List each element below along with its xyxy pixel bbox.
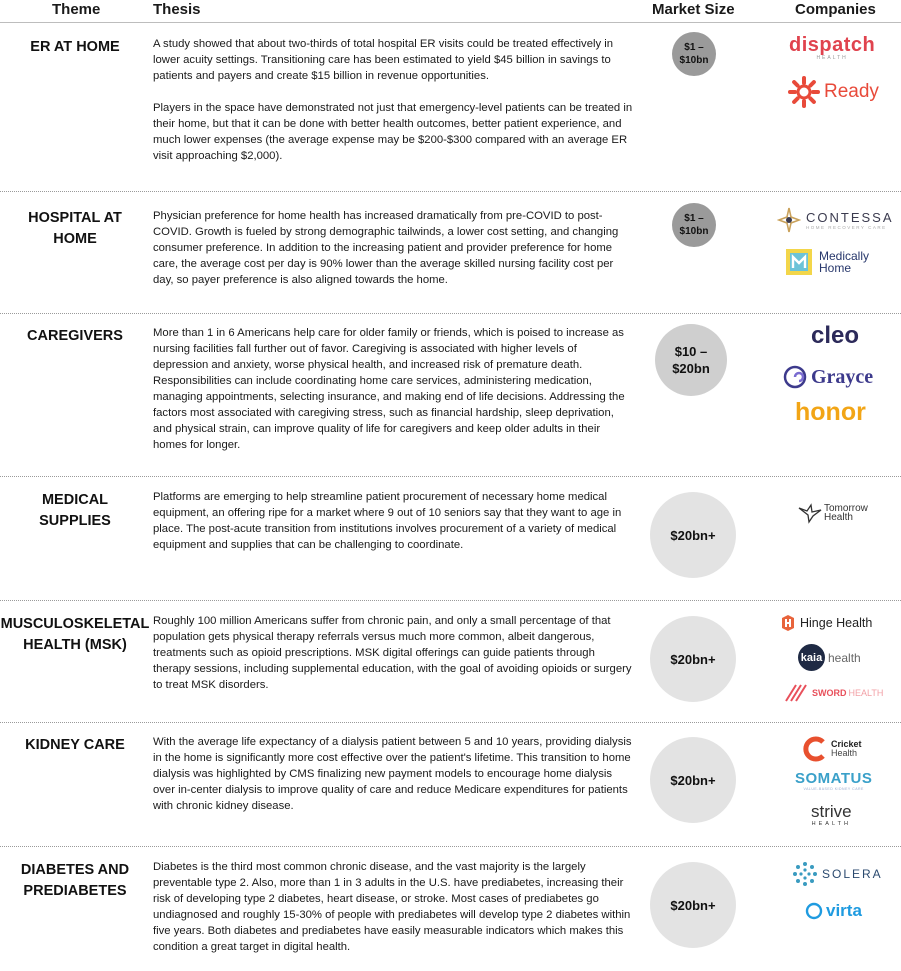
contessa-star-icon <box>777 206 801 234</box>
theme-er-at-home: ER AT HOME <box>30 39 120 55</box>
company-logo-medically-home: Medically Home <box>785 248 869 276</box>
row-separator <box>0 191 901 192</box>
header-thesis: Thesis <box>153 1 201 18</box>
company-logo-honor: honor <box>795 398 866 426</box>
thesis-paragraph: Physician preference for home health has increased dramatically from pre-COVID to post-COVID. Growth is fueled by strong demographic tailwinds, a lower cost setting, and changing consumer preference. In addition to the increasing patient and provider preference for home care, the average cost per day is 90% lower than the average skilled nursing facility cost per day, so payer preference is also aligned towards the home. <box>153 210 619 286</box>
market-size-bubble: $10 – $20bn <box>655 324 727 396</box>
thesis-diabetes <box>153 859 633 971</box>
ready-burst-icon <box>787 75 821 109</box>
company-logo-kaia-health: kaia health <box>798 644 861 671</box>
company-logo-ready: Ready <box>787 75 879 109</box>
header-market-size: Market Size <box>652 1 735 18</box>
row-separator <box>0 600 901 601</box>
market-size-bubble: $20bn+ <box>650 616 736 702</box>
medically-home-icon <box>785 248 813 276</box>
company-logo-strive-health: strive HEALTH <box>811 802 852 827</box>
row-separator <box>0 476 901 477</box>
thesis-caregivers <box>153 325 633 469</box>
thesis-kidney-care <box>153 734 633 830</box>
header-companies: Companies <box>795 1 876 18</box>
thesis-hospital-at-home <box>153 208 633 304</box>
company-logo-contessa: CONTESSA HOME RECOVERY CARE <box>777 206 894 234</box>
sword-stripes-icon <box>784 683 808 703</box>
company-logo-cleo: cleo <box>811 322 860 349</box>
thesis-er-at-home <box>153 36 633 180</box>
thesis-paragraph: More than 1 in 6 Americans help care for older family or friends, which is poised to increase as nursing facilities fall further out of favor. Caregiving is associated with higher levels of depression and anxiety, worse physical health, and increased risk of premature death. Responsibilities can include coordinating home care services, administering medication, managing appointments, selecting insurance, and making end of life decisions. Addressing the factors most associated with caregiving stress, such as financial hardship, sleep deprivation, and physical strain, can improve quality of life for caregivers and keep older adults in their homes for longer. <box>153 327 625 451</box>
row-separator <box>0 722 901 723</box>
thesis-paragraph: Players in the space have demonstrated not just that emergency-level patients can be treated in their home, but that it can be done with better health outcomes, better patient experience, and much lower expenses (the average expense may be $200-$300 compared with an average ER visit approaching $2,000). <box>153 102 633 162</box>
kaia-circle-icon: kaia <box>798 644 825 671</box>
hinge-icon <box>780 614 796 632</box>
market-size-bubble: $1 – $10bn <box>672 203 716 247</box>
row-separator <box>0 846 901 847</box>
company-logo-sword-health: SWORD HEALTH <box>784 683 883 703</box>
thesis-paragraph: With the average life expectancy of a dialysis patient between 5 and 10 years, providing dialysis in the home is significantly more cost effective over the patient's lifetime. This transition to home dialysis was highlighted by CMS finalizing new payment models to encourage home dialysis over in-center dialysis to improve quality of care and reduce Medicare expenditures for patients with chronic kidney disease. <box>153 736 632 812</box>
market-size-bubble: $20bn+ <box>650 737 736 823</box>
company-logo-cricket-health: Cricket Health <box>803 736 862 762</box>
theme-msk: MUSCULOSKELETAL HEALTH (MSK) <box>0 616 150 653</box>
grayce-swirl-icon <box>782 364 808 390</box>
company-logo-solera: SOLERA <box>792 861 883 887</box>
thesis-medical-supplies <box>153 489 633 569</box>
market-size-bubble: $1 – $10bn <box>672 32 716 76</box>
bird-icon <box>797 502 823 524</box>
theme-caregivers: CAREGIVERS <box>27 328 123 344</box>
cricket-c-icon <box>803 736 829 762</box>
thesis-paragraph: Platforms are emerging to help streamline patient procurement of necessary home medical equipment, an offering ripe for a market where 9 out of 10 seniors say that they want to age in place. The post-acute transition from institutions involves procurement of a variety of medical equipment and supplies that can be challenging to coordinate. <box>153 491 622 551</box>
company-logo-grayce: Grayce <box>782 364 873 390</box>
thesis-paragraph: Diabetes is the third most common chronic disease, and the vast majority is the largely preventable type 2. Also, more than 1 in 3 adults in the U.S. have prediabetes, increasing their risk of developing type 2 diabetes, heart disease, or stroke. Most cases of prediabetes go undiagnosed and roughly 15-30% of people with prediabetes will develop type 2 diabetes within five years. Both diabetes and prediabetes have easily measurable indicators which makes this condition a great target in digital health. <box>153 861 631 953</box>
header-theme: Theme <box>52 1 101 18</box>
company-logo-tomorrow-health: Tomorrow Health <box>797 502 868 524</box>
theme-hospital-at-home: HOSPITAL AT HOME <box>28 210 122 247</box>
thesis-msk <box>153 613 633 709</box>
company-logo-somatus: SOMATUS VALUE-BASED KIDNEY CARE <box>795 770 873 791</box>
company-logo-hinge-health: Hinge Health <box>780 614 872 632</box>
market-size-bubble: $20bn+ <box>650 492 736 578</box>
market-size-bubble: $20bn+ <box>650 862 736 948</box>
row-separator <box>0 313 901 314</box>
company-logo-virta: virta <box>805 901 862 921</box>
thesis-paragraph: A study showed that about two-thirds of total hospital ER visits could be treated effectively in lower acuity settings. Transitioning care has been estimated to yield $45 billion in savings to patients and payers and create $15 billion in revenue opportunities. <box>153 38 614 82</box>
thesis-paragraph: Roughly 100 million Americans suffer from chronic pain, and only a small percentage of that population gets physical therapy referrals versus much more common, albeit dangerous, treatments such as opioid prescriptions. MSK digital offerings can guide patients through therapy sessions, including supplemental education, with the goal of avoiding opioids or surgery to treat MSK disorders. <box>153 615 632 691</box>
theme-medical-supplies: MEDICAL SUPPLIES <box>39 492 111 529</box>
virta-circle-icon <box>805 902 823 920</box>
theme-kidney-care: KIDNEY CARE <box>25 737 125 753</box>
solera-dots-icon <box>792 861 818 887</box>
header-divider <box>0 22 901 23</box>
company-logo-dispatch: dispatch HEALTH <box>789 34 876 61</box>
theme-diabetes: DIABETES AND PREDIABETES <box>20 862 130 899</box>
